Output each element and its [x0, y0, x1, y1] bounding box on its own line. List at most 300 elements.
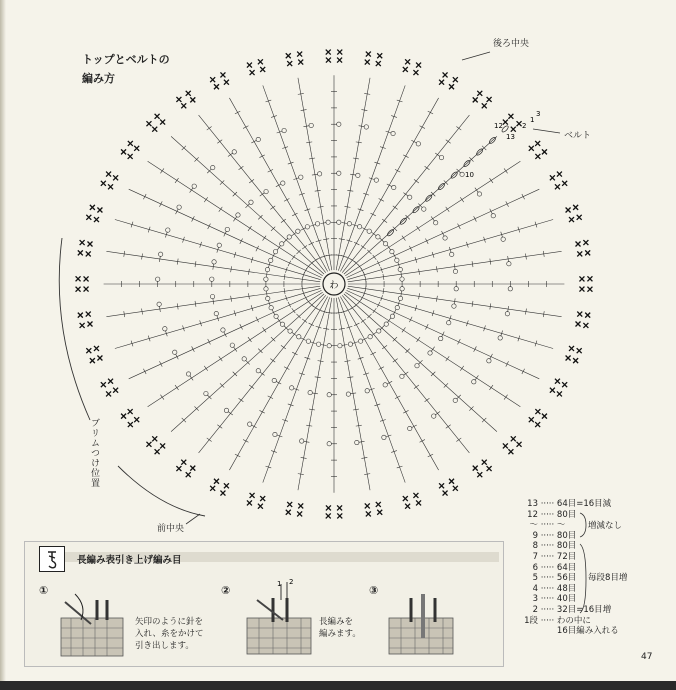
single-crochet-mark — [562, 382, 567, 387]
legend-dots: ····· — [538, 530, 557, 541]
front-post-loop — [273, 432, 277, 436]
single-crochet-mark — [326, 505, 331, 510]
round-count-legend — [520, 499, 628, 637]
step-2-arrow-1: 1 — [277, 580, 282, 588]
front-post-loop — [327, 344, 331, 348]
front-post-loop — [217, 243, 221, 247]
front-post-loop — [439, 155, 443, 159]
single-crochet-mark — [298, 60, 303, 65]
single-crochet-mark — [517, 121, 522, 126]
stitch-tick — [233, 216, 237, 221]
front-post-loop — [273, 250, 277, 254]
legend-row-count: 40目 — [556, 594, 577, 605]
stitch-tick — [367, 314, 371, 318]
stitch-tick — [475, 188, 479, 193]
single-crochet-mark — [555, 379, 560, 384]
front-post-loop — [280, 242, 284, 246]
stitch-ray — [342, 115, 469, 273]
single-crochet-mark — [186, 472, 191, 477]
single-crochet-mark — [210, 486, 215, 491]
single-crochet-mark — [94, 217, 99, 222]
single-crochet-mark — [181, 103, 186, 108]
single-crochet-mark — [555, 184, 560, 189]
front-post-loop — [296, 229, 300, 233]
stitch-ray — [336, 298, 370, 490]
single-crochet-mark — [76, 276, 81, 281]
front-post-loop — [498, 336, 502, 340]
single-crochet-mark — [473, 97, 478, 102]
single-crochet-mark — [413, 493, 418, 498]
stitch-tick — [175, 385, 179, 390]
front-post-loop — [368, 335, 372, 339]
single-crochet-mark — [186, 91, 191, 96]
single-crochet-mark — [121, 414, 126, 419]
single-crochet-mark — [377, 53, 382, 58]
front-post-loop — [395, 258, 399, 262]
legend-row-number: 7 — [532, 551, 538, 562]
legend-row-count: 80目 — [556, 509, 577, 520]
legend-row-number: 4 — [532, 583, 538, 594]
single-crochet-mark — [97, 355, 102, 360]
front-post-loop — [281, 181, 285, 185]
single-crochet-mark — [576, 241, 581, 246]
front-post-loop — [173, 350, 177, 354]
row-marker-1: 1 — [530, 116, 535, 124]
single-crochet-mark — [121, 149, 126, 154]
front-post-loop — [383, 242, 387, 246]
single-crochet-mark — [220, 491, 225, 496]
single-crochet-mark — [573, 205, 578, 210]
single-crochet-mark — [297, 52, 302, 57]
single-crochet-mark — [337, 50, 342, 55]
legend-row-number: 〜 — [529, 520, 538, 531]
page-number: 47 — [641, 652, 653, 662]
front-post-loop — [264, 277, 268, 281]
front-post-loop — [280, 322, 284, 326]
front-post-loop — [408, 195, 412, 199]
single-crochet-mark — [573, 358, 578, 363]
legend-dots: ····· — [538, 551, 557, 562]
legend-row-count: 48目 — [556, 583, 577, 594]
stitch-tick — [393, 337, 397, 341]
front-post-loop — [460, 172, 464, 176]
front-post-loop — [398, 296, 402, 300]
step-2-line-1: 長編みを — [319, 617, 354, 627]
single-crochet-mark — [146, 121, 151, 126]
legend-row-count: 72目 — [556, 551, 577, 562]
legend-row-count: 80目 — [556, 541, 577, 552]
step-1-number: ① — [39, 584, 49, 597]
front-post-loop — [264, 287, 268, 291]
front-post-loop — [477, 192, 481, 196]
brim-position-label: ブリムつけ位置 — [89, 418, 99, 488]
single-crochet-mark — [482, 460, 487, 465]
single-crochet-mark — [287, 502, 292, 507]
front-post-loop — [357, 225, 361, 229]
title-line-2: 編み方 — [82, 72, 115, 85]
single-crochet-mark — [176, 97, 181, 102]
front-post-loop — [315, 222, 319, 226]
stitch-tick — [506, 361, 509, 366]
stitch-tick — [446, 425, 451, 429]
front-post-loop — [317, 172, 321, 176]
legend-brackets — [520, 499, 676, 639]
front-post-loop — [337, 122, 341, 126]
front-post-loop — [428, 351, 432, 355]
stitch-tick — [243, 440, 248, 443]
legend-dots: ····· — [538, 499, 557, 509]
legend-no-change: 増減なし — [588, 521, 623, 531]
single-crochet-mark — [176, 466, 181, 471]
front-post-loop — [249, 200, 253, 204]
single-crochet-mark — [134, 417, 139, 422]
single-crochet-mark — [247, 500, 252, 505]
single-crochet-mark — [326, 58, 331, 63]
single-crochet-mark — [439, 80, 444, 85]
title-line-1: トップとベルトの — [82, 53, 170, 66]
legend-row-number: 6 — [532, 562, 538, 573]
single-crochet-mark — [535, 141, 540, 146]
front-post-loop — [365, 389, 369, 393]
front-post-loop — [415, 364, 419, 368]
single-crochet-mark — [503, 443, 508, 448]
front-post-loop — [269, 306, 273, 310]
single-crochet-mark — [86, 215, 91, 220]
front-post-loop — [383, 383, 387, 387]
single-crochet-mark — [503, 120, 508, 125]
stitch-tick — [428, 111, 433, 114]
front-post-loop — [450, 252, 454, 256]
stitch-tick — [219, 356, 223, 361]
single-crochet-mark — [78, 250, 83, 255]
stitch-ray — [298, 298, 332, 490]
front-post-loop — [326, 220, 330, 224]
front-post-loop — [487, 359, 491, 363]
front-post-loop — [395, 305, 399, 309]
legend-dots: ····· — [538, 509, 557, 520]
single-crochet-mark — [403, 67, 408, 72]
stitch-tick — [217, 425, 222, 429]
stitch-ray — [229, 296, 327, 470]
stitch-tick — [522, 369, 525, 374]
single-crochet-mark — [286, 510, 291, 515]
front-post-loop — [299, 439, 303, 443]
front-post-loop — [422, 207, 426, 211]
front-post-loop — [214, 311, 218, 315]
stitch-tick — [380, 326, 384, 330]
single-crochet-mark — [220, 72, 225, 77]
stitch-guide-title: 長編み表引き上げ編み目 — [77, 555, 182, 566]
front-post-loop — [289, 386, 293, 390]
single-crochet-mark — [224, 80, 229, 85]
belt-chain-loop — [412, 206, 420, 214]
front-post-loop — [453, 398, 457, 402]
front-post-loop — [264, 189, 268, 193]
single-crochet-mark — [487, 97, 492, 102]
front-post-loop — [374, 178, 378, 182]
single-crochet-mark — [562, 181, 567, 186]
single-crochet-mark — [258, 59, 263, 64]
stitch-tick — [504, 168, 508, 173]
front-post-loop — [163, 327, 167, 331]
single-crochet-mark — [247, 63, 252, 68]
front-post-loop — [242, 357, 246, 361]
stitch-tick — [175, 178, 179, 183]
single-crochet-mark — [86, 251, 91, 256]
single-crochet-mark — [298, 503, 303, 508]
front-post-loop — [400, 287, 404, 291]
stitch-guide-header — [25, 542, 503, 566]
front-post-loop — [269, 258, 273, 262]
single-crochet-mark — [511, 436, 516, 441]
stitch-tick — [411, 140, 416, 143]
front-post-loop — [210, 294, 214, 298]
front-post-loop — [382, 435, 386, 439]
single-crochet-mark — [146, 442, 151, 447]
stitch-ray — [344, 136, 497, 274]
stitch-tick — [296, 314, 300, 318]
stitch-ray — [199, 295, 326, 453]
front-post-loop — [265, 267, 269, 271]
single-crochet-mark — [569, 217, 574, 222]
front-post-loop — [377, 329, 381, 333]
front-post-loop — [367, 229, 371, 233]
front-post-loop — [472, 380, 476, 384]
single-crochet-mark — [286, 53, 291, 58]
single-crochet-mark — [101, 382, 106, 387]
single-crochet-mark — [416, 63, 421, 68]
single-crochet-mark — [577, 312, 582, 317]
single-crochet-mark — [101, 181, 106, 186]
single-crochet-mark — [477, 472, 482, 477]
single-crochet-mark — [557, 172, 562, 177]
single-crochet-mark — [181, 460, 186, 465]
step-1-line-1: 矢印のように針を — [135, 617, 204, 627]
stitch-tick — [204, 197, 208, 202]
front-post-loop — [230, 343, 234, 347]
front-post-loop — [432, 414, 436, 418]
single-crochet-mark — [376, 502, 381, 507]
front-post-loop — [212, 260, 216, 264]
stitch-ray — [171, 136, 324, 274]
single-crochet-mark — [128, 141, 133, 146]
single-crochet-mark — [190, 466, 195, 471]
single-crochet-mark — [106, 391, 111, 396]
single-crochet-mark — [97, 208, 102, 213]
front-post-loop — [309, 123, 313, 127]
front-post-loop — [232, 150, 236, 154]
step-2-number: ② — [221, 584, 231, 597]
front-post-loop — [348, 342, 352, 346]
single-crochet-mark — [535, 409, 540, 414]
front-post-loop — [247, 422, 251, 426]
single-crochet-mark — [583, 323, 588, 328]
stitch-tick — [489, 178, 493, 183]
front-post-loop — [505, 312, 509, 316]
legend-dots: ····· — [538, 583, 557, 594]
single-crochet-mark — [443, 491, 448, 496]
single-crochet-mark — [337, 58, 342, 63]
front-post-dc-icon — [43, 549, 61, 569]
front-post-loop — [408, 426, 412, 430]
legend-row-number: 3 — [532, 594, 538, 605]
single-crochet-mark — [416, 500, 421, 505]
single-crochet-mark — [366, 52, 371, 57]
stitch-tick — [420, 440, 425, 443]
front-post-loop — [192, 184, 196, 188]
back-center-leader — [462, 52, 490, 60]
single-crochet-mark — [587, 287, 592, 292]
stitch-tick — [522, 194, 525, 199]
stitch-tick — [235, 454, 240, 457]
legend-dots: ····· — [538, 562, 557, 573]
legend-dots: ····· — [538, 604, 557, 615]
stitch-tick — [504, 395, 508, 400]
legend-row-number: 9 — [532, 530, 538, 541]
stitch-tick — [228, 153, 233, 157]
single-crochet-mark — [529, 417, 534, 422]
single-crochet-mark — [577, 348, 582, 353]
single-crochet-mark — [76, 287, 81, 292]
legend-ring-line-2: 16目編み入れる — [556, 626, 619, 637]
stitch-tick — [460, 366, 464, 371]
stitch-tick — [428, 454, 433, 457]
single-crochet-mark — [377, 510, 382, 515]
single-crochet-mark — [260, 67, 265, 72]
center-ring-label: わ — [329, 281, 339, 291]
front-post-loop — [166, 228, 170, 232]
belt-chain-loop — [386, 229, 394, 237]
single-crochet-mark — [258, 504, 263, 509]
single-crochet-mark — [542, 414, 547, 419]
single-crochet-mark — [449, 84, 454, 89]
legend-row-number: 13 — [527, 499, 538, 509]
stitch-tick — [160, 168, 164, 173]
row-marker-13: 13 — [506, 133, 515, 141]
row-marker-10: 10 — [465, 171, 474, 179]
single-crochet-mark — [508, 114, 513, 119]
stitch-tick — [243, 126, 248, 129]
stitch-tick — [251, 140, 256, 143]
step-3-illustration — [387, 586, 457, 658]
single-crochet-mark — [587, 276, 592, 281]
front-post-loop — [390, 314, 394, 318]
single-crochet-mark — [376, 61, 381, 66]
single-crochet-mark — [326, 50, 331, 55]
front-post-loop — [384, 322, 388, 326]
single-crochet-mark — [550, 175, 555, 180]
stitch-tick — [284, 326, 288, 330]
legend-row-number: 2 — [532, 604, 538, 615]
stitch-tick — [207, 127, 212, 131]
stitch-tick — [159, 361, 162, 366]
front-post-loop — [224, 408, 228, 412]
front-post-loop — [346, 392, 350, 396]
stitch-tick — [228, 411, 233, 415]
single-crochet-mark — [413, 70, 418, 75]
legend-row-count: 64目=16目減 — [556, 499, 612, 509]
legend-row-count: 64目 — [556, 562, 577, 573]
front-post-loop — [211, 165, 215, 169]
single-crochet-mark — [250, 70, 255, 75]
single-crochet-mark — [297, 511, 302, 516]
stitch-tick — [204, 366, 208, 371]
single-crochet-mark — [529, 146, 534, 151]
back-center-label: 後ろ中央 — [493, 39, 530, 49]
single-crochet-mark — [535, 154, 540, 159]
front-post-loop — [256, 369, 260, 373]
front-post-loop — [297, 335, 301, 339]
single-crochet-mark — [585, 250, 590, 255]
single-crochet-mark — [566, 208, 571, 213]
legend-row-count: 32目=16目増 — [556, 604, 612, 615]
front-post-loop — [210, 277, 214, 281]
front-post-loop — [347, 222, 351, 226]
stitch-tick — [159, 201, 162, 206]
single-crochet-mark — [550, 388, 555, 393]
single-crochet-mark — [511, 127, 516, 132]
stitch-ray — [336, 78, 370, 270]
front-post-loop — [337, 171, 341, 175]
belt-label: ベルト — [564, 131, 592, 141]
single-crochet-mark — [160, 443, 165, 448]
single-crochet-mark — [542, 149, 547, 154]
stitch-tick — [271, 337, 275, 341]
single-crochet-mark — [477, 91, 482, 96]
legend-row-number: 8 — [532, 541, 538, 552]
brim-bracket-upper — [59, 238, 90, 420]
stitch-ray — [342, 295, 469, 453]
single-crochet-mark — [84, 276, 89, 281]
single-crochet-mark — [403, 496, 408, 501]
single-crochet-mark — [453, 77, 458, 82]
step-3-number: ③ — [369, 584, 379, 597]
step-2-arrow-2: 2 — [289, 578, 294, 586]
stitch-tick — [420, 126, 425, 129]
front-post-loop — [158, 252, 162, 256]
stitch-tick — [435, 411, 440, 415]
single-crochet-mark — [87, 322, 92, 327]
single-crochet-mark — [128, 422, 133, 427]
single-crochet-mark — [152, 127, 157, 132]
single-crochet-mark — [152, 436, 157, 441]
stitch-tick — [233, 347, 237, 352]
single-crochet-mark — [405, 59, 410, 64]
step-2-illustration — [243, 578, 315, 658]
single-crochet-mark — [473, 466, 478, 471]
single-crochet-mark — [569, 346, 574, 351]
row-marker-2: 2 — [522, 122, 527, 130]
stitch-tick — [446, 356, 450, 361]
stitch-tick — [411, 425, 416, 428]
single-crochet-mark — [557, 391, 562, 396]
single-crochet-mark — [487, 466, 492, 471]
front-post-loop — [358, 339, 362, 343]
single-crochet-mark — [443, 72, 448, 77]
front-post-loop — [364, 125, 368, 129]
belt-chain-loop — [399, 217, 407, 225]
single-crochet-mark — [106, 172, 111, 177]
single-crochet-mark — [155, 114, 160, 119]
front-post-loop — [391, 131, 395, 135]
single-crochet-mark — [260, 496, 265, 501]
legend-row-number: 12 — [527, 509, 538, 520]
stitch-tick — [435, 153, 440, 157]
front-post-loop — [416, 142, 420, 146]
front-post-loop — [256, 137, 260, 141]
single-crochet-mark — [84, 287, 89, 292]
single-crochet-mark — [94, 346, 99, 351]
